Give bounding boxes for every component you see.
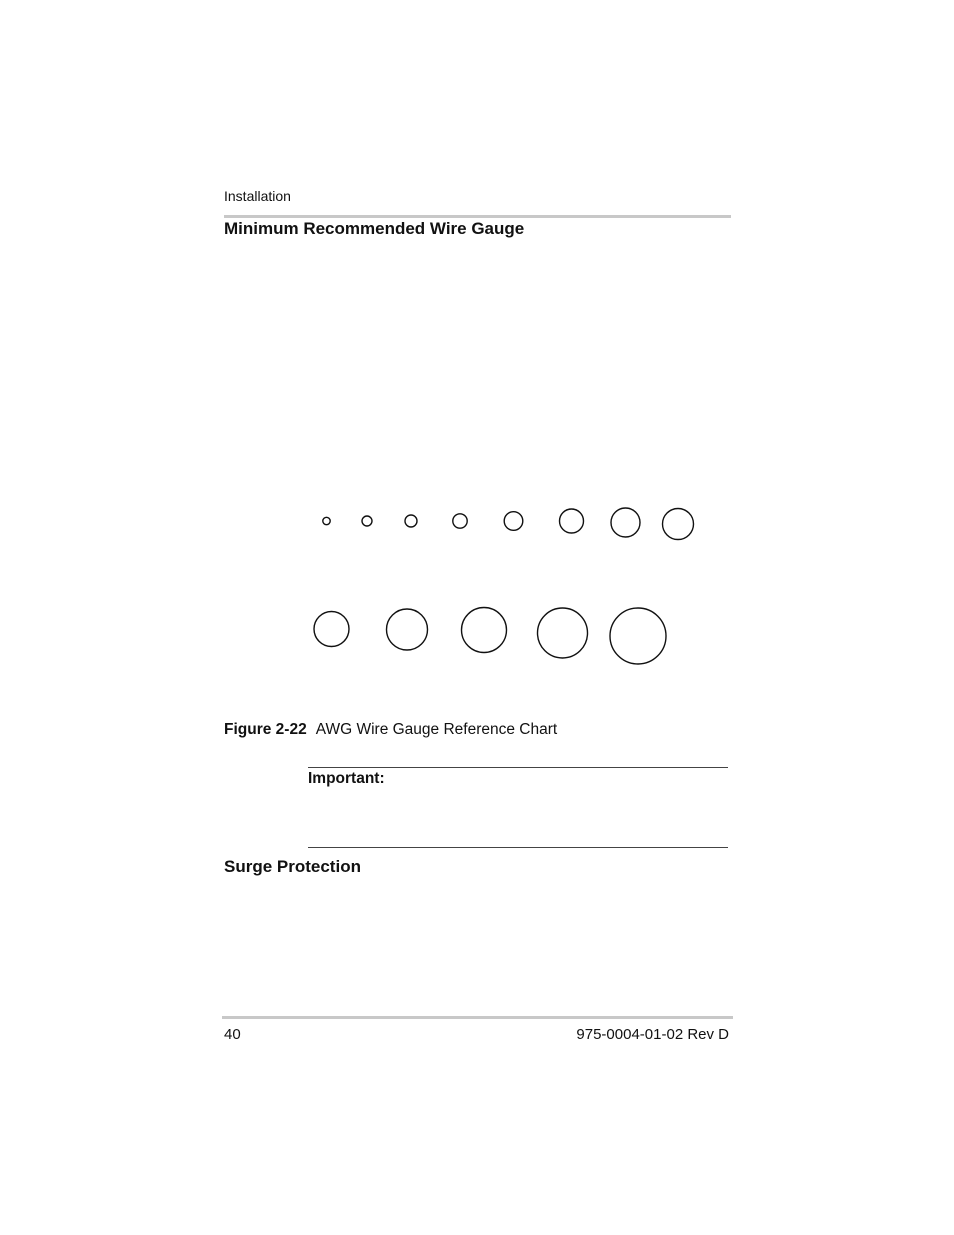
figure-caption-text: AWG Wire Gauge Reference Chart	[315, 721, 558, 738]
section-heading-minimum-wire-gauge: Minimum Recommended Wire Gauge	[224, 219, 525, 238]
wire-gauge-circle	[560, 509, 584, 533]
wire-gauge-circle	[538, 608, 588, 658]
running-head: Installation	[224, 188, 291, 204]
wire-gauge-circle	[453, 514, 467, 528]
gauge-row-bottom	[314, 608, 666, 665]
important-top-rule	[308, 767, 728, 768]
figure-label: Figure 2-22	[224, 721, 307, 738]
footer-rule	[222, 1016, 733, 1019]
wire-gauge-circle	[611, 508, 640, 537]
wire-gauge-circle	[362, 516, 372, 526]
wire-gauge-circle	[314, 612, 349, 647]
wire-gauge-circle	[387, 609, 428, 650]
wire-gauge-circle	[462, 608, 507, 653]
figure-caption	[224, 721, 557, 739]
wire-gauge-circle	[610, 608, 666, 664]
wire-gauge-circle	[323, 517, 330, 524]
important-label: Important:	[308, 770, 385, 787]
page-number: 40	[224, 1026, 241, 1043]
wire-gauge-circle	[504, 512, 523, 531]
section-heading-surge-protection: Surge Protection	[224, 857, 361, 876]
wire-gauge-circle	[663, 509, 694, 540]
gauge-row-top	[323, 508, 694, 540]
document-number: 975-0004-01-02 Rev D	[576, 1026, 729, 1043]
important-bottom-rule	[308, 847, 728, 848]
wire-gauge-circle	[405, 515, 417, 527]
